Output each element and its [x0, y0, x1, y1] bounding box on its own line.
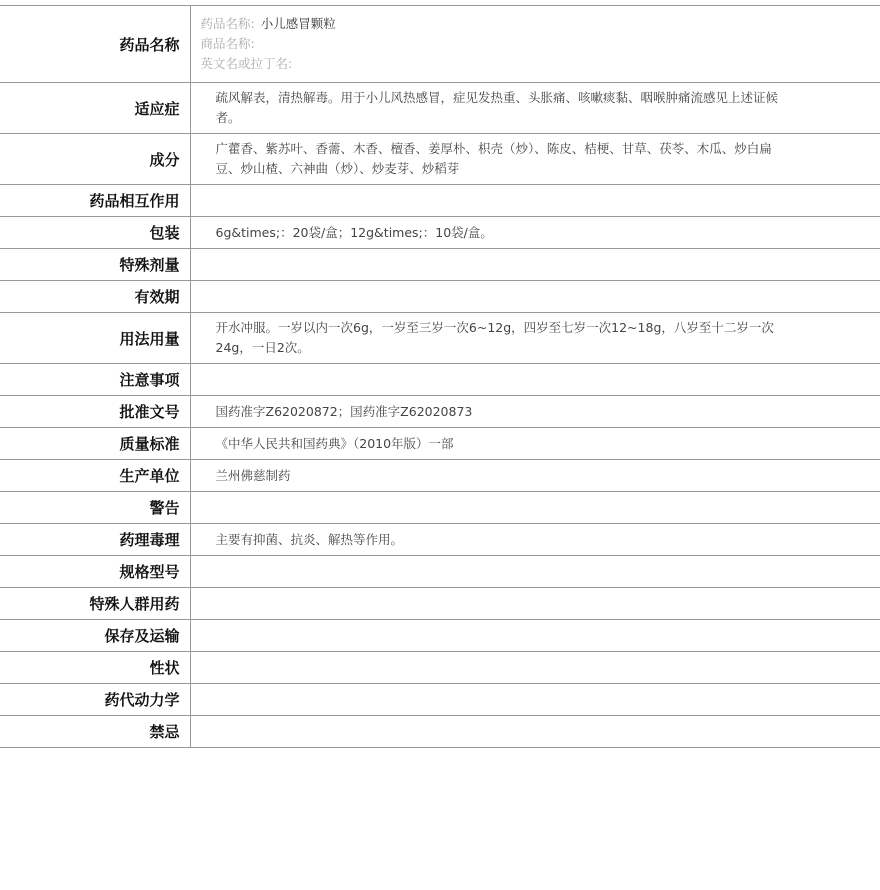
row-value — [190, 588, 880, 620]
row-label: 注意事项 — [0, 364, 190, 396]
row-label: 适应症 — [0, 83, 190, 134]
row-value — [190, 716, 880, 748]
row-quality-standard — [0, 428, 880, 460]
row-appearance — [0, 652, 880, 684]
row-label: 包装 — [0, 217, 190, 249]
row-value — [190, 185, 880, 217]
row-ingredients — [0, 134, 880, 185]
row-value — [190, 652, 880, 684]
row-manufacturer — [0, 460, 880, 492]
row-packaging — [0, 217, 880, 249]
row-label: 药品相互作用 — [0, 185, 190, 217]
row-pharmacology — [0, 524, 880, 556]
row-label: 禁忌 — [0, 716, 190, 748]
row-drug-name — [0, 6, 880, 83]
row-warning — [0, 492, 880, 524]
row-label: 药品名称 — [0, 6, 190, 83]
row-value — [190, 364, 880, 396]
row-label: 质量标准 — [0, 428, 190, 460]
generic-name-key: 药品名称: — [200, 16, 255, 31]
row-label: 成分 — [0, 134, 190, 185]
row-dosage — [0, 313, 880, 364]
trade-name-key: 商品名称: — [200, 36, 255, 51]
row-label: 有效期 — [0, 281, 190, 313]
english-name-key: 英文名或拉丁名: — [200, 56, 293, 71]
row-value: 疏风解表，清热解毒。用于小儿风热感冒，症见发热重、头胀痛、咳嗽痰黏、咽喉肿痛流感见上述证候者。 — [190, 83, 880, 134]
row-label: 特殊剂量 — [0, 249, 190, 281]
row-specification — [0, 556, 880, 588]
drug-info-table — [0, 5, 880, 748]
row-value — [190, 684, 880, 716]
row-label: 生产单位 — [0, 460, 190, 492]
row-label: 用法用量 — [0, 313, 190, 364]
trade-name-line — [201, 34, 791, 54]
row-value: 《中华人民共和国药典》（2010年版）一部 — [190, 428, 880, 460]
row-shelf-life — [0, 281, 880, 313]
row-label: 药代动力学 — [0, 684, 190, 716]
row-value — [190, 249, 880, 281]
row-value — [190, 281, 880, 313]
row-value: 兰州佛慈制药 — [190, 460, 880, 492]
row-contraindications — [0, 716, 880, 748]
row-storage — [0, 620, 880, 652]
row-label: 保存及运输 — [0, 620, 190, 652]
row-value: 主要有抑菌、抗炎、解热等作用。 — [190, 524, 880, 556]
row-special-dosage — [0, 249, 880, 281]
row-value: 开水冲服。一岁以内一次6g，一岁至三岁一次6~12g，四岁至七岁一次12~18g，八岁至十二岁一次24g，一日2次。 — [190, 313, 880, 364]
row-special-populations — [0, 588, 880, 620]
row-pharmacokinetics — [0, 684, 880, 716]
row-value: 广藿香、紫苏叶、香薷、木香、檀香、姜厚朴、枳壳（炒）、陈皮、桔梗、甘草、茯苓、木瓜、炒白扁豆、炒山楂、六神曲（炒）、炒麦芽、炒稻芽 — [190, 134, 880, 185]
row-value: 6g&times;：20袋/盒；12g&times;：10袋/盒。 — [190, 217, 880, 249]
row-value — [190, 556, 880, 588]
row-label: 批准文号 — [0, 396, 190, 428]
row-value: 国药准字Z62020872；国药准字Z62020873 — [190, 396, 880, 428]
row-value — [190, 620, 880, 652]
row-interactions — [0, 185, 880, 217]
generic-name-value: 小儿感冒颗粒 — [260, 16, 336, 31]
row-label: 药理毒理 — [0, 524, 190, 556]
generic-name-line — [201, 14, 791, 34]
row-precautions — [0, 364, 880, 396]
row-label: 规格型号 — [0, 556, 190, 588]
row-approval-number — [0, 396, 880, 428]
row-value — [190, 492, 880, 524]
row-label: 性状 — [0, 652, 190, 684]
row-label: 警告 — [0, 492, 190, 524]
english-name-line — [201, 54, 791, 74]
drug-name-cell — [190, 6, 880, 83]
row-indications — [0, 83, 880, 134]
row-label: 特殊人群用药 — [0, 588, 190, 620]
